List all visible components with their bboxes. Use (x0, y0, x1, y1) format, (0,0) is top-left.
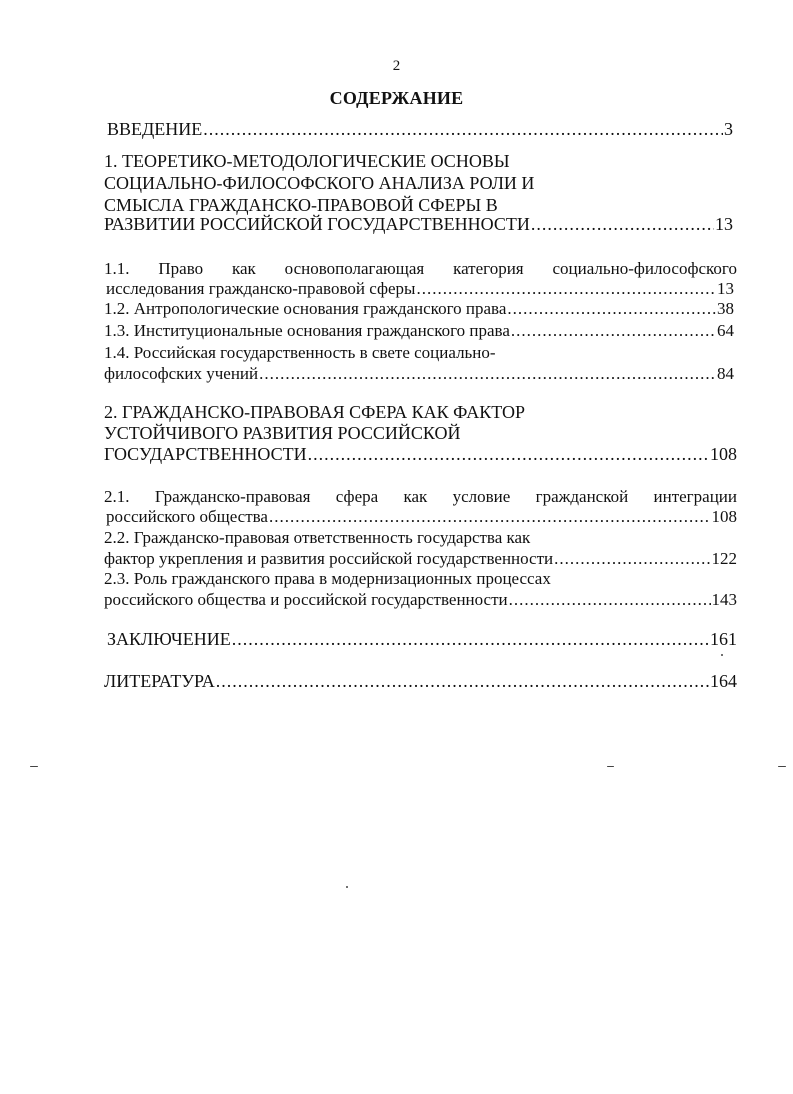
toc-page-number: 64 (717, 321, 734, 340)
toc-entry-title: российского общества (106, 507, 268, 526)
toc-entry-conclusion (107, 628, 737, 650)
toc-page-number: 143 (711, 590, 737, 609)
toc-page-number: 108 (710, 444, 737, 464)
toc-page-number: 122 (711, 549, 737, 568)
toc-section-2-3-line-1: 2.3. Роль гражданского права в модернизационных процессах (104, 569, 551, 588)
toc-chapter-1-line-4 (104, 213, 733, 235)
leader-dots (203, 118, 723, 140)
toc-section-1-3 (104, 320, 734, 342)
scan-speck (721, 654, 723, 656)
toc-section-2-1-line-1 (104, 486, 737, 508)
toc-section-1-2 (104, 298, 734, 320)
toc-entry-title: исследования гражданско-правовой сферы (106, 279, 416, 298)
leader-dots (509, 589, 711, 611)
toc-entry-title: 1.1. Право как основополагающая категория социально-философского (104, 259, 737, 278)
page-title: СОДЕРЖАНИЕ (329, 88, 464, 108)
leader-dots (531, 213, 714, 235)
leader-dots (216, 670, 709, 692)
toc-section-1-1-line-2 (106, 278, 734, 300)
leader-dots (232, 628, 709, 650)
leader-dots (259, 363, 716, 385)
toc-entry-literature (104, 670, 737, 692)
toc-section-2-2-line-2 (104, 548, 737, 570)
toc-page-number: 13 (715, 214, 733, 234)
toc-entry-title: ГОСУДАРСТВЕННОСТИ (104, 444, 307, 464)
scan-speck (778, 766, 786, 767)
toc-section-2-3-line-2 (104, 589, 737, 611)
scan-speck (30, 766, 38, 767)
page-number: 2 (392, 58, 401, 74)
toc-page-number: 161 (710, 629, 737, 649)
toc-entry-title: 1.2. Антропологические основания гражданского права (104, 299, 507, 318)
toc-entry-title: 1.3. Институциональные основания гражданского права (104, 321, 510, 340)
toc-entry-introduction (107, 118, 733, 140)
toc-chapter-2-line-1: 2. ГРАЖДАНСКО-ПРАВОВАЯ СФЕРА КАК ФАКТОР (104, 402, 525, 422)
toc-section-1-4-line-1: 1.4. Российская государственность в свете социально- (104, 343, 496, 362)
toc-chapter-1-line-3: СМЫСЛА ГРАЖДАНСКО-ПРАВОВОЙ СФЕРЫ В (104, 195, 498, 215)
leader-dots (269, 506, 711, 528)
scan-speck (607, 766, 614, 767)
scan-speck (346, 886, 348, 888)
toc-entry-title: РАЗВИТИИ РОССИЙСКОЙ ГОСУДАРСТВЕННОСТИ (104, 214, 530, 234)
toc-section-2-2-line-1: 2.2. Гражданско-правовая ответственность государства как (104, 528, 531, 547)
leader-dots (416, 278, 716, 300)
toc-section-1-4-line-2 (104, 363, 734, 385)
toc-page-number: 3 (724, 119, 733, 139)
toc-entry-title: фактор укрепления и развития российской государственности (104, 549, 554, 568)
toc-page-number: 84 (717, 364, 734, 383)
toc-entry-title: ВВЕДЕНИЕ (107, 119, 203, 139)
toc-chapter-2-line-2: УСТОЙЧИВОГО РАЗВИТИЯ РОССИЙСКОЙ (104, 423, 461, 443)
toc-section-2-1-line-2 (106, 506, 737, 528)
toc-page-number: 108 (711, 507, 737, 526)
toc-entry-title: российского общества и российской государственности (104, 590, 508, 609)
toc-entry-title: 2.1. Гражданско-правовая сфера как условие гражданской интеграции (104, 487, 737, 506)
toc-chapter-2-line-3 (104, 443, 737, 465)
leader-dots (511, 320, 716, 342)
toc-entry-title: ЗАКЛЮЧЕНИЕ (107, 629, 231, 649)
leader-dots (308, 443, 709, 465)
toc-section-1-1-line-1 (104, 258, 737, 280)
toc-chapter-1-line-2: СОЦИАЛЬНО-ФИЛОСОФСКОГО АНАЛИЗА РОЛИ И (104, 173, 535, 193)
toc-page-number: 164 (710, 671, 737, 691)
leader-dots (554, 548, 710, 570)
toc-page-number: 13 (717, 279, 734, 298)
toc-page-number: 38 (717, 299, 734, 318)
toc-entry-title: философских учений (104, 364, 259, 383)
toc-entry-title: ЛИТЕРАТУРА (104, 671, 215, 691)
toc-chapter-1-line-1: 1. ТЕОРЕТИКО-МЕТОДОЛОГИЧЕСКИЕ ОСНОВЫ (104, 151, 510, 171)
leader-dots (507, 298, 716, 320)
